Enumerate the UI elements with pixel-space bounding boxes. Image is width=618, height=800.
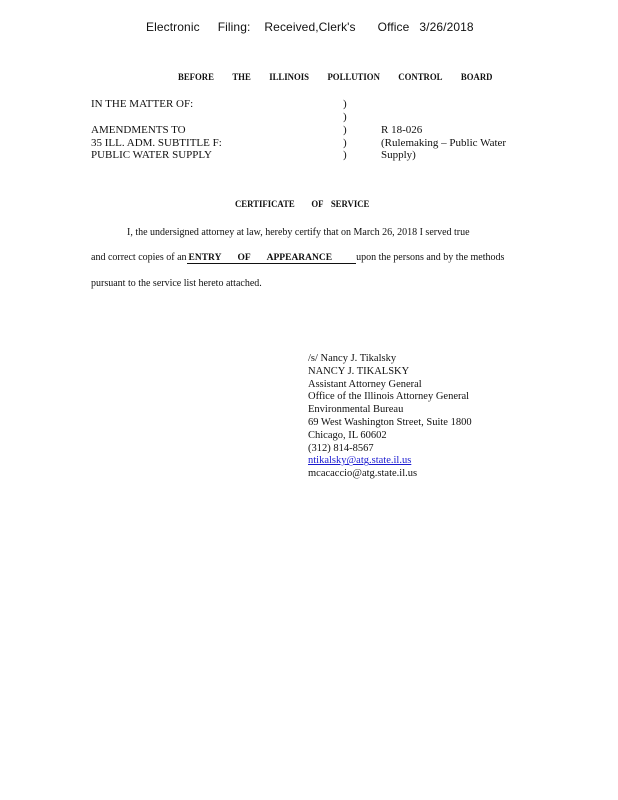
filing-stamp-word: Filing: (217, 20, 251, 34)
signer-name: NANCY J. TIKALSKY (308, 365, 410, 377)
certificate-title-word: CERTIFICATE (235, 200, 295, 210)
certificate-text: upon the persons and by the methods (356, 252, 505, 263)
filing-stamp-word: Electronic (146, 20, 200, 34)
signer-phone: (312) 814-8567 (308, 442, 374, 454)
caption-paren: ) (343, 149, 347, 161)
filing-stamp (146, 20, 474, 34)
certificate-body-line (91, 252, 504, 264)
signature-line: /s/ Nancy J. Tikalsky (308, 353, 397, 364)
signer-street: 69 West Washington Street, Suite 1800 (308, 416, 472, 428)
signer-email-link[interactable]: ntikalsky@atg.state.il.us (308, 455, 412, 467)
board-title-word: CONTROL (398, 73, 443, 83)
certificate-title (235, 200, 369, 210)
filing-stamp-date: 3/26/2018 (419, 20, 474, 34)
caption-paren: ) (343, 111, 347, 123)
signer-bureau: Environmental Bureau (308, 404, 404, 416)
signer-email-secondary: mcacaccio@atg.state.il.us (308, 468, 418, 480)
signer-office: Office of the Illinois Attorney General (308, 391, 470, 403)
caption-paren: ) (343, 124, 347, 136)
document-title-blank (187, 253, 357, 264)
docket-description: Supply) (381, 149, 416, 161)
blank-word: APPEARANCE (266, 253, 333, 263)
blank-word: ENTRY (188, 253, 222, 263)
docket-number: R 18-026 (381, 124, 423, 136)
board-title (178, 73, 492, 83)
caption-paren: ) (343, 137, 347, 149)
board-title-word: BOARD (460, 73, 493, 83)
certificate-title-word: SERVICE (330, 200, 370, 210)
caption-amendments-line: 35 ILL. ADM. SUBTITLE F: (91, 136, 222, 149)
certificate-title-word: OF (311, 200, 324, 210)
certificate-body-line: pursuant to the service list hereto attached. (91, 278, 262, 289)
board-title-word: BEFORE (178, 73, 214, 83)
certificate-body-line (127, 227, 470, 238)
signer-city: Chicago, IL 60602 (308, 429, 387, 441)
blank-word: OF (237, 253, 251, 263)
docket-description: (Rulemaking – Public Water (381, 136, 507, 149)
caption-in-the-matter: IN THE MATTER OF: (91, 98, 194, 110)
signer-title: Assistant Attorney General (308, 378, 422, 390)
caption-amendments-line: AMENDMENTS TO (91, 124, 186, 136)
certificate-text: and correct copies of an (91, 252, 187, 263)
caption-amendments-line: PUBLIC WATER SUPPLY (91, 149, 212, 161)
caption-paren: ) (343, 98, 347, 110)
certificate-text: , 2018 I served true (392, 227, 470, 238)
signature-block (308, 353, 472, 481)
board-title-word: THE (232, 73, 251, 83)
filing-stamp-word: Office (377, 20, 410, 34)
filing-stamp-word: Received,Clerk's (264, 20, 356, 34)
certificate-text: I, the undersigned attorney at law, hereby certify that on March 26 (127, 227, 393, 238)
board-title-word: ILLINOIS (269, 73, 310, 83)
board-title-word: POLLUTION (327, 73, 380, 83)
